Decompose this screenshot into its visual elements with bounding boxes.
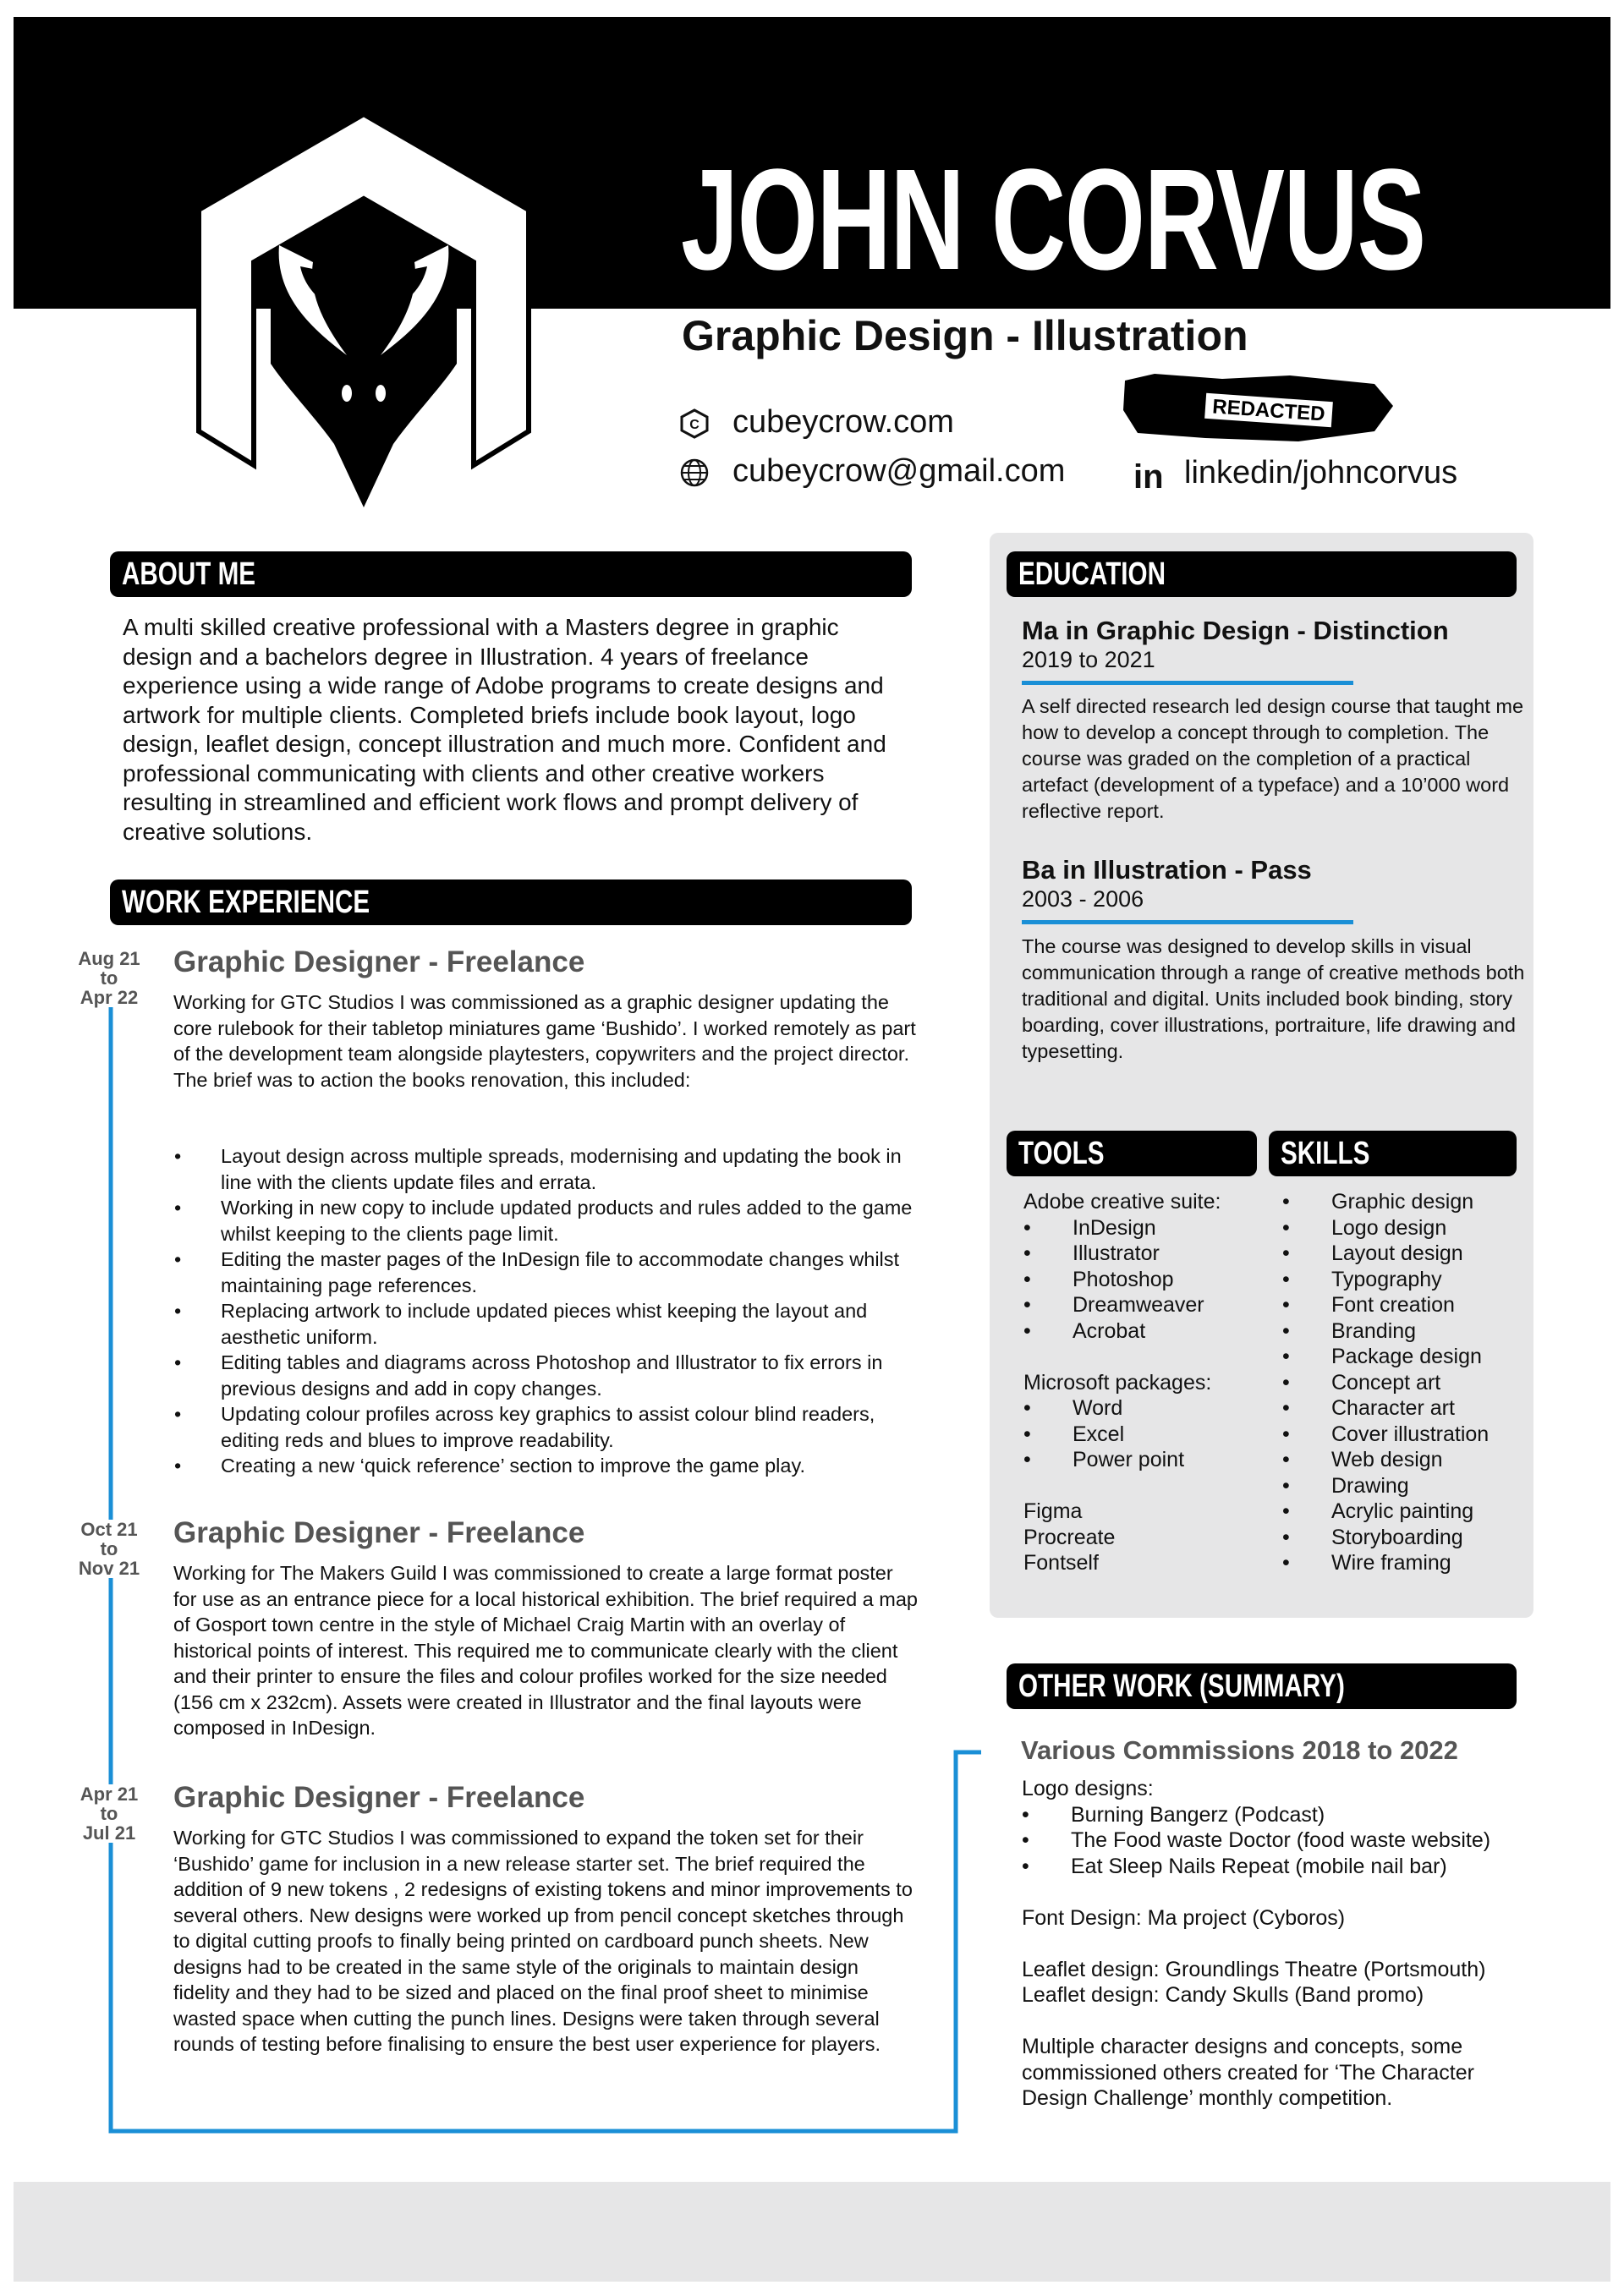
linkedin-icon: in bbox=[1133, 458, 1164, 496]
job-description: Working for GTC Studios I was commissioned as a graphic designer updating the core rulebook for their tabletop miniatures game ‘Bushido’. I worked remotely as part of the development team alongside playtesters, copywriters and the project director. The brief was to action the books renovation, this included: bbox=[173, 991, 916, 1091]
list-item: • Updating colour profiles across key graphics to assist colour blind readers, editing reds and blues to improve readability. bbox=[221, 1401, 914, 1453]
list-item: • The Food waste Doctor (food waste website) bbox=[1022, 1827, 1512, 1854]
footer-band bbox=[14, 2182, 1610, 2282]
other-work-item: Leaflet design: Candy Skulls (Band promo) bbox=[1022, 1983, 1424, 2007]
list-item: • Character art bbox=[1282, 1395, 1489, 1422]
education-degree: Ba in Illustration - Pass bbox=[1022, 855, 1312, 885]
education-years: 2019 to 2021 bbox=[1022, 647, 1155, 672]
education-years: 2003 - 2006 bbox=[1022, 886, 1144, 912]
list-item: • Wire framing bbox=[1282, 1550, 1489, 1576]
skills-list bbox=[1282, 1189, 1489, 1576]
list-item: • Acrobat bbox=[1023, 1318, 1221, 1345]
list-item: • Working in new copy to include updated products and rules added to the game whilst keeping to the clients page limit. bbox=[221, 1195, 914, 1247]
other-work-item: Multiple character designs and concepts, some commissioned others created for ‘The Character Design Challenge’ monthly competition. bbox=[1022, 2035, 1474, 2110]
about-heading: ABOUT ME bbox=[110, 551, 912, 597]
list-item: • Replacing artwork to include updated pieces whist keeping the layout and aesthetic uniform. bbox=[221, 1298, 914, 1350]
crow-logo-icon bbox=[186, 110, 541, 533]
education-description: A self directed research led design course that taught me how to develop a concept through to completion. The course was graded on the completion of a practical artefact (development of a typeface) and a 10’000 word reflective report. bbox=[1022, 695, 1524, 822]
list-item: • InDesign bbox=[1023, 1215, 1221, 1241]
list-item: Fontself bbox=[1023, 1551, 1099, 1575]
education-degree: Ma in Graphic Design - Distinction bbox=[1022, 616, 1449, 645]
list-item: • Editing the master pages of the InDesign file to accommodate changes whilst maintaining page references. bbox=[221, 1247, 914, 1298]
list-item: • Photoshop bbox=[1023, 1267, 1221, 1293]
globe-icon bbox=[679, 458, 710, 488]
other-work-item: Font Design: Ma project (Cyboros) bbox=[1022, 1905, 1346, 1930]
list-item: • Concept art bbox=[1282, 1370, 1489, 1396]
tagline: Graphic Design - Illustration bbox=[682, 312, 1248, 359]
list-item: • Illustrator bbox=[1023, 1241, 1221, 1267]
list-item: • Font creation bbox=[1282, 1292, 1489, 1318]
other-work-list bbox=[1022, 1776, 1512, 2112]
candidate-name: JOHN CORVUS bbox=[681, 140, 1425, 300]
list-item: • Branding bbox=[1282, 1318, 1489, 1345]
list-item: • Creating a new ‘quick reference’ section to improve the game play. bbox=[221, 1453, 914, 1479]
tools-list bbox=[1023, 1189, 1221, 1576]
svg-text:C: C bbox=[689, 418, 700, 432]
list-item: • Acrylic painting bbox=[1282, 1499, 1489, 1525]
job-title: Graphic Designer - Freelance bbox=[173, 1781, 585, 1814]
education-divider bbox=[1022, 681, 1353, 685]
list-item: • Word bbox=[1023, 1395, 1221, 1422]
list-item: • Eat Sleep Nails Repeat (mobile nail bar) bbox=[1022, 1854, 1512, 1880]
list-item: Procreate bbox=[1023, 1525, 1116, 1549]
job-date: Oct 21 to Nov 21 bbox=[71, 1520, 147, 1578]
list-item: • Layout design bbox=[1282, 1241, 1489, 1267]
tools-group-label: Adobe creative suite: bbox=[1023, 1190, 1221, 1214]
education-divider bbox=[1022, 920, 1353, 924]
tools-group-label: Microsoft packages: bbox=[1023, 1370, 1212, 1395]
svg-text:REDACTED: REDACTED bbox=[1211, 395, 1326, 426]
skills-heading: SKILLS bbox=[1269, 1131, 1517, 1176]
list-item: • Power point bbox=[1023, 1447, 1221, 1473]
list-item: • Layout design across multiple spreads, modernising and updating the book in line with the clients update files and errata. bbox=[221, 1143, 914, 1195]
other-work-label: Logo designs: bbox=[1022, 1777, 1154, 1800]
about-text: A multi skilled creative professional with a Masters degree in graphic design and a bachelors degree in Illustration. 4 years of freelance experience using a wide range of Adobe programs to create designs and artwork for multiple clients. Completed briefs include book layout, logo design, leaflet design, concept illustration and much more. Confident and professional communicating with clients and other creative workers resulting in streamlined and efficient work flows and prompt delivery of creative solutions. bbox=[123, 614, 886, 845]
education-heading: EDUCATION bbox=[1007, 551, 1517, 597]
other-work-title: Various Commissions 2018 to 2022 bbox=[1021, 1735, 1458, 1765]
other-work-item: Leaflet design: Groundlings Theatre (Portsmouth) bbox=[1022, 1957, 1486, 1981]
job-date: Apr 21 to Jul 21 bbox=[71, 1784, 147, 1843]
website-link[interactable]: cubeycrow.com bbox=[732, 404, 954, 440]
list-item: • Drawing bbox=[1282, 1473, 1489, 1499]
work-heading: WORK EXPERIENCE bbox=[110, 879, 912, 925]
list-item: • Logo design bbox=[1282, 1215, 1489, 1241]
tools-heading: TOOLS bbox=[1007, 1131, 1257, 1176]
education-description: The course was designed to develop skills in visual communication through a range of creative methods both traditional and digital. Units included book binding, story boarding, cover illustrations, portraiture, life drawing and typesetting. bbox=[1022, 935, 1525, 1062]
job-description: Working for GTC Studios I was commissioned to expand the token set for their ‘Bushido’ game for inclusion in a new release starter set. The brief required the addition of 9 new tokens , 2 redesigns of existing tokens and minor improvements to several others. New designs were worked up from pencil concept sketches through to digital cutting proofs to finally being printed on cardboard punch sheets. New designs had to be created in the same style of the originals to maintain design fidelity and they had to be sized and placed on the final proof sheet to minimise wasted space when cutting the punch lines. Designs were taken through several rounds of testing before finalising to ensure the best user experience for players. bbox=[173, 1827, 913, 2055]
list-item: • Storyboarding bbox=[1282, 1525, 1489, 1551]
job-title: Graphic Designer - Freelance bbox=[173, 1516, 585, 1549]
list-item: • Burning Bangerz (Podcast) bbox=[1022, 1802, 1512, 1828]
linkedin-link[interactable]: linkedin/johncorvus bbox=[1184, 455, 1458, 490]
list-item: Figma bbox=[1023, 1499, 1083, 1523]
job-description: Working for The Makers Guild I was commissioned to create a large format poster for use as an entrance piece for a local historical exhibition. The brief required a map of Gosport town centre in the style of Michael Craig Martin with an overlay of historical points of interest. This required me to communicate clearly with the client and their printer to ensure the files and colour profiles worked for the size needed (156 cm x 232cm). Assets were created in Illustrator and the final layouts were composed in InDesign. bbox=[173, 1562, 918, 1739]
list-item: • Excel bbox=[1023, 1422, 1221, 1448]
list-item: • Cover illustration bbox=[1282, 1422, 1489, 1448]
job-title: Graphic Designer - Freelance bbox=[173, 945, 585, 978]
email-link[interactable]: cubeycrow@gmail.com bbox=[732, 453, 1066, 489]
cube-crow-icon bbox=[679, 408, 710, 439]
job-date: Aug 21 to Apr 22 bbox=[71, 949, 147, 1007]
list-item: • Graphic design bbox=[1282, 1189, 1489, 1215]
list-item: • Package design bbox=[1282, 1344, 1489, 1370]
list-item: • Editing tables and diagrams across Photoshop and Illustrator to fix errors in previous designs and add in copy changes. bbox=[221, 1350, 914, 1401]
other-work-heading: OTHER WORK (SUMMARY) bbox=[1007, 1663, 1517, 1709]
job-bullet-list bbox=[221, 1143, 914, 1479]
list-item: • Web design bbox=[1282, 1447, 1489, 1473]
list-item: • Typography bbox=[1282, 1267, 1489, 1293]
redacted-phone-stamp bbox=[1121, 372, 1396, 444]
list-item: • Dreamweaver bbox=[1023, 1292, 1221, 1318]
